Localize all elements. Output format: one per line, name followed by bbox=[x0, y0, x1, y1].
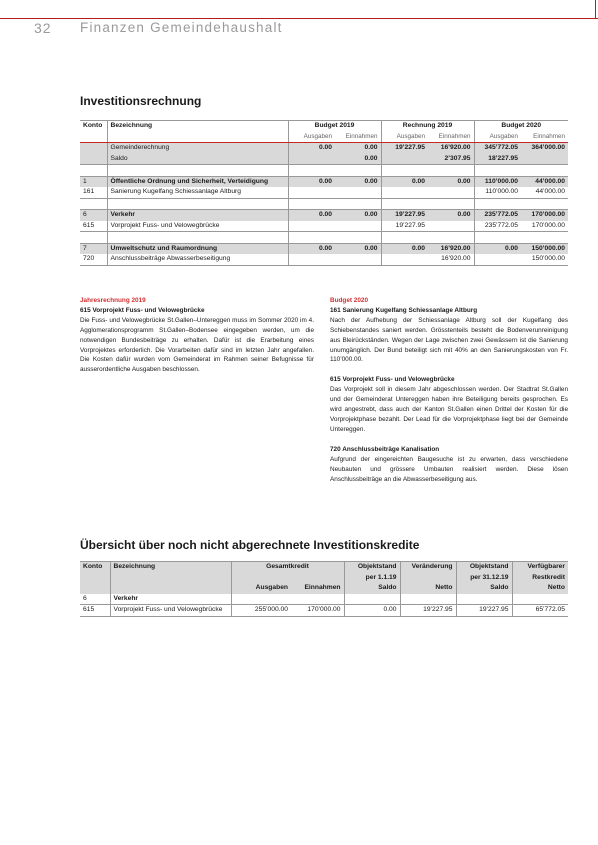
kcell-value bbox=[291, 594, 344, 605]
right-body-720: Aufgrund der eingereichten Baugesuche ist zu erwarten, dass verschiedene Neubauten und grössere Umbauten realisiert werden. Diese lösen Anschlussbeiträge an die Abwasserbeseitigung aus. bbox=[330, 455, 568, 483]
cell-value bbox=[474, 254, 521, 265]
cell-value: 16’920.00 bbox=[428, 243, 474, 254]
kcell-value: 65’772.05 bbox=[512, 605, 568, 617]
cell-value: 18’227.95 bbox=[474, 154, 521, 165]
right-sub-615: 615 Vorprojekt Fuss- und Velowegbrücke bbox=[330, 376, 455, 384]
invest-row bbox=[80, 187, 568, 198]
cell-value: 235’772.05 bbox=[474, 221, 521, 232]
cell-konto bbox=[80, 154, 107, 165]
invest-title: Investitionsrechnung bbox=[80, 94, 202, 108]
cell-value: 0.00 bbox=[335, 176, 381, 187]
kredit-title: Übersicht über noch nicht abgerechnete Investitionskredite bbox=[80, 538, 420, 552]
cell-bezeichnung: Sanierung Kugelfang Schiessanlage Altburg bbox=[107, 187, 288, 198]
invest-row bbox=[80, 176, 568, 187]
cell-value: 364’000.00 bbox=[521, 143, 568, 154]
right-text-column bbox=[330, 296, 568, 484]
cell-bezeichnung: Öffentliche Ordnung und Sicherheit, Verteidigung bbox=[107, 176, 288, 187]
cell-bezeichnung bbox=[107, 232, 288, 244]
cell-bezeichnung: Saldo bbox=[107, 154, 288, 165]
kcell-value bbox=[400, 594, 456, 605]
group-rechnung-2019: Rechnung 2019 bbox=[381, 121, 474, 132]
right-body-161: Nach der Aufhebung der Schiessanlage Altburg soll der Kugelfang des Schiebenstandes saniert werden. Grösstenteils besteht die Bodenverunreinigung aus Bleirückständen. Wegen der Lage zwischen zwei Gewässern ist die Sanierung unumgänglich. Der Bund beteiligt sich mit 40% an den Sanierungskosten von Fr. 110’000.00. bbox=[330, 316, 568, 364]
right-body-615: Das Vorprojekt soll in diesem Jahr abgeschlossen werden. Der Stadtrat St.Gallen und der Gemeinderat Untereggen haben ihre Beteiligung bereits gesprochen. Es wird angestrebt, dass auch der Kanton St.Gallen einen Drittel der Kosten für die Vorprojektphase bezahlt. Der Lead für die Vorprojektphase liegt bei der Gemeinde Untereggen. bbox=[330, 386, 568, 433]
cell-value bbox=[335, 165, 381, 177]
cell-value bbox=[288, 154, 335, 165]
ksub-saldo-2: Saldo bbox=[456, 583, 512, 594]
running-title: Finanzen Gemeindehaushalt bbox=[80, 20, 283, 35]
cell-value bbox=[288, 198, 335, 210]
kcell-konto: 615 bbox=[80, 605, 110, 617]
cell-value bbox=[335, 198, 381, 210]
cell-value: 150’000.00 bbox=[521, 243, 568, 254]
cell-value bbox=[335, 232, 381, 244]
sub-einnahmen: Einnahmen bbox=[428, 132, 474, 143]
ksub-netto: Netto bbox=[400, 583, 456, 594]
cell-value: 0.00 bbox=[288, 210, 335, 221]
cell-value bbox=[381, 198, 428, 210]
cell-value bbox=[428, 198, 474, 210]
cell-value: 0.00 bbox=[428, 210, 474, 221]
page-number: 32 bbox=[34, 20, 52, 36]
cell-value bbox=[474, 198, 521, 210]
kcol-objektstand-1: Objektstand bbox=[344, 562, 400, 573]
cell-value bbox=[381, 154, 428, 165]
cell-value bbox=[381, 165, 428, 177]
cell-value: 16’920.00 bbox=[428, 143, 474, 154]
ksub-netto-2: Netto bbox=[512, 583, 568, 594]
invest-row bbox=[80, 243, 568, 254]
kcol-gesamtkredit: Gesamtkredit bbox=[231, 562, 344, 573]
kcell-value bbox=[456, 594, 512, 605]
kcol-restkredit: Restkredit bbox=[512, 573, 568, 584]
cell-value: 0.00 bbox=[288, 243, 335, 254]
kcol-per-1-1-19: per 1.1.19 bbox=[344, 573, 400, 584]
cell-bezeichnung bbox=[107, 198, 288, 210]
cell-value: 19’227.95 bbox=[381, 143, 428, 154]
cell-konto: 615 bbox=[80, 221, 107, 232]
col-konto: Konto bbox=[80, 121, 107, 132]
cell-value bbox=[521, 232, 568, 244]
cell-value bbox=[288, 254, 335, 265]
cell-value bbox=[288, 187, 335, 198]
cell-value: 44’000.00 bbox=[521, 176, 568, 187]
header-rule bbox=[0, 18, 598, 19]
cell-value: 0.00 bbox=[335, 154, 381, 165]
cell-value bbox=[381, 254, 428, 265]
cell-value: 0.00 bbox=[288, 143, 335, 154]
cell-value: 235’772.05 bbox=[474, 210, 521, 221]
right-sub-161: 161 Sanierung Kugelfang Schiessanlage Altburg bbox=[330, 306, 478, 314]
ksub-saldo: Saldo bbox=[344, 583, 400, 594]
cell-konto bbox=[80, 198, 107, 210]
kcell-value: 19’227.95 bbox=[456, 605, 512, 617]
cell-bezeichnung: Vorprojekt Fuss- und Velowegbrücke bbox=[107, 221, 288, 232]
cell-value: 19’227.95 bbox=[381, 221, 428, 232]
cell-bezeichnung: Anschlussbeiträge Abwasserbeseitigung bbox=[107, 254, 288, 265]
header-corner-rule bbox=[595, 0, 596, 19]
kcol-bezeichnung: Bezeichnung bbox=[110, 562, 231, 573]
group-budget-2019: Budget 2019 bbox=[288, 121, 381, 132]
cell-value: 110’000.00 bbox=[474, 187, 521, 198]
invest-table bbox=[80, 120, 568, 266]
cell-value: 0.00 bbox=[428, 176, 474, 187]
cell-value: 170’000.00 bbox=[521, 210, 568, 221]
kcell-konto: 6 bbox=[80, 594, 110, 605]
invest-row bbox=[80, 198, 568, 210]
left-heading: Jahresrechnung 2019 bbox=[80, 297, 146, 304]
kcol-objektstand-2: Objektstand bbox=[456, 562, 512, 573]
cell-value: 0.00 bbox=[335, 243, 381, 254]
cell-value bbox=[288, 221, 335, 232]
invest-row bbox=[80, 143, 568, 154]
cell-value bbox=[288, 165, 335, 177]
right-heading: Budget 2020 bbox=[330, 297, 369, 304]
cell-value: 0.00 bbox=[288, 176, 335, 187]
cell-value bbox=[381, 232, 428, 244]
kcell-value: 170’000.00 bbox=[291, 605, 344, 617]
cell-konto bbox=[80, 232, 107, 244]
cell-konto: 720 bbox=[80, 254, 107, 265]
cell-value bbox=[521, 154, 568, 165]
ksub-ausgaben: Ausgaben bbox=[231, 583, 291, 594]
kcell-value bbox=[344, 594, 400, 605]
invest-row bbox=[80, 210, 568, 221]
cell-value bbox=[335, 221, 381, 232]
cell-bezeichnung: Verkehr bbox=[107, 210, 288, 221]
cell-value: 19’227.95 bbox=[381, 210, 428, 221]
kcol-per-31-12-19: per 31.12.19 bbox=[456, 573, 512, 584]
cell-konto: 161 bbox=[80, 187, 107, 198]
cell-value: 345’772.05 bbox=[474, 143, 521, 154]
invest-row bbox=[80, 254, 568, 265]
sub-einnahmen: Einnahmen bbox=[335, 132, 381, 143]
cell-bezeichnung: Umweltschutz und Raumordnung bbox=[107, 243, 288, 254]
cell-value: 170’000.00 bbox=[521, 221, 568, 232]
right-sub-720: 720 Anschlussbeiträge Kanalisation bbox=[330, 445, 440, 453]
left-subheading: 615 Vorprojekt Fuss- und Velowegbrücke bbox=[80, 306, 205, 314]
cell-value: 0.00 bbox=[335, 210, 381, 221]
kcell-value: 19’227.95 bbox=[400, 605, 456, 617]
kcol-konto: Konto bbox=[80, 562, 110, 573]
left-text-column bbox=[80, 296, 314, 375]
kcell-bezeichnung: Verkehr bbox=[110, 594, 231, 605]
cell-bezeichnung: Gemeinderechnung bbox=[107, 143, 288, 154]
cell-value bbox=[474, 232, 521, 244]
cell-value: 0.00 bbox=[335, 143, 381, 154]
cell-value bbox=[335, 187, 381, 198]
kcell-value bbox=[512, 594, 568, 605]
cell-konto bbox=[80, 143, 107, 154]
cell-value bbox=[381, 187, 428, 198]
kcol-verfuegbarer: Verfügbarer bbox=[512, 562, 568, 573]
cell-value bbox=[288, 232, 335, 244]
invest-row bbox=[80, 165, 568, 177]
group-budget-2020: Budget 2020 bbox=[474, 121, 568, 132]
cell-value bbox=[428, 221, 474, 232]
cell-value bbox=[335, 254, 381, 265]
ksub-einnahmen: Einnahmen bbox=[304, 584, 341, 591]
cell-konto bbox=[80, 165, 107, 177]
kcell-value bbox=[231, 594, 291, 605]
kredit-row bbox=[80, 605, 568, 617]
invest-row bbox=[80, 221, 568, 232]
kcell-value: 255’000.00 bbox=[231, 605, 291, 617]
cell-bezeichnung bbox=[107, 165, 288, 177]
cell-value: 0.00 bbox=[474, 243, 521, 254]
kredit-row bbox=[80, 594, 568, 605]
cell-value: 150’000.00 bbox=[521, 254, 568, 265]
cell-value: 16’920.00 bbox=[428, 254, 474, 265]
cell-konto: 1 bbox=[80, 176, 107, 187]
cell-konto: 6 bbox=[80, 210, 107, 221]
cell-konto: 7 bbox=[80, 243, 107, 254]
sub-ausgaben: Ausgaben bbox=[381, 132, 428, 143]
left-body: Die Fuss- und Velowegbrücke St.Gallen–Untereggen muss im Sommer 2020 im 4. Agglomerationsprogramm St.Gallen–Bodensee eingegeben werden, um die notwendigen Bundesbeiträge zu erhalten. Dafür ist die Erarbeitung eines Vorprojektes erforderlich. Die Vorarbeiten dafür sind im letzten Jahr angefallen. Die Kosten dafür wurden vom Gemeinderat im Rahmen seiner Befugnisse für ausserordentliche Ausgaben beschlossen. bbox=[80, 316, 314, 374]
kredit-table bbox=[80, 561, 568, 617]
sub-ausgaben: Ausgaben bbox=[288, 132, 335, 143]
cell-value: 44’000.00 bbox=[521, 187, 568, 198]
kcell-bezeichnung: Vorprojekt Fuss- und Velowegbrücke bbox=[110, 605, 231, 617]
cell-value bbox=[521, 198, 568, 210]
cell-value bbox=[428, 232, 474, 244]
cell-value: 0.00 bbox=[381, 243, 428, 254]
invest-row bbox=[80, 232, 568, 244]
kcol-veraenderung: Veränderung bbox=[400, 562, 456, 573]
invest-row bbox=[80, 154, 568, 165]
cell-value bbox=[521, 165, 568, 177]
cell-value bbox=[428, 165, 474, 177]
cell-value: 110’000.00 bbox=[474, 176, 521, 187]
cell-value: 2’307.95 bbox=[428, 154, 474, 165]
kcell-value: 0.00 bbox=[344, 605, 400, 617]
sub-einnahmen: Einnahmen bbox=[521, 132, 568, 143]
cell-value bbox=[428, 187, 474, 198]
col-bezeichnung: Bezeichnung bbox=[107, 121, 288, 132]
cell-value: 0.00 bbox=[381, 176, 428, 187]
sub-ausgaben: Ausgaben bbox=[474, 132, 521, 143]
cell-value bbox=[474, 165, 521, 177]
